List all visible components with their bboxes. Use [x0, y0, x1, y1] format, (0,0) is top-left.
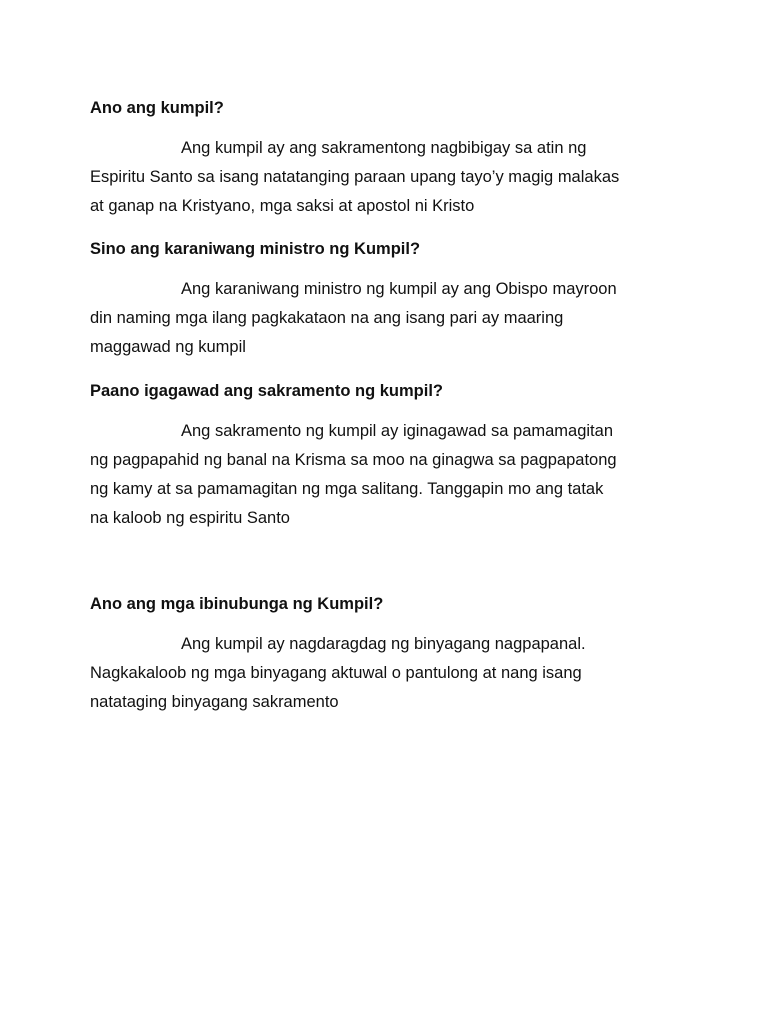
- question-heading: Ano ang mga ibinubunga ng Kumpil?: [90, 595, 384, 613]
- answer-line: ng kamy at sa pamamagitan ng mga salitang. Tanggapin mo ang tatak: [90, 480, 604, 498]
- section-ibinubunga-ng-kumpil: [90, 589, 680, 717]
- answer-line: Espiritu Santo sa isang natatanging paraan upang tayo’y magig malakas: [90, 168, 620, 186]
- answer-paragraph: [90, 417, 680, 533]
- answer-paragraph: [90, 275, 680, 362]
- section-paano-igagawad: [90, 376, 680, 533]
- answer-paragraph: [90, 630, 680, 717]
- section-ano-ang-kumpil: [90, 93, 680, 221]
- question-heading: Sino ang karaniwang ministro ng Kumpil?: [90, 240, 421, 258]
- answer-line: Ang sakramento ng kumpil ay iginagawad sa pamamagitan: [181, 422, 613, 440]
- answer-line: Ang karaniwang ministro ng kumpil ay ang Obispo mayroon: [181, 280, 617, 298]
- section-ministro-ng-kumpil: [90, 234, 680, 362]
- answer-line: na kaloob ng espiritu Santo: [90, 509, 290, 527]
- answer-line: Ang kumpil ay nagdaragdag ng binyagang nagpapanal.: [181, 635, 586, 653]
- answer-line: ng pagpapahid ng banal na Krisma sa moo na ginagwa sa pagpapatong: [90, 451, 617, 469]
- answer-line: Nagkakaloob ng mga binyagang aktuwal o pantulong at nang isang: [90, 664, 582, 682]
- answer-line: maggawad ng kumpil: [90, 338, 246, 356]
- question-heading: Paano igagawad ang sakramento ng kumpil?: [90, 382, 443, 400]
- answer-line: at ganap na Kristyano, mga saksi at apostol ni Kristo: [90, 197, 475, 215]
- question-heading: Ano ang kumpil?: [90, 99, 224, 117]
- answer-paragraph: [90, 134, 680, 221]
- answer-line: Ang kumpil ay ang sakramentong nagbibigay sa atin ng: [181, 139, 587, 157]
- answer-line: natataging binyagang sakramento: [90, 693, 339, 711]
- answer-line: din naming mga ilang pagkakataon na ang isang pari ay maaring: [90, 309, 564, 327]
